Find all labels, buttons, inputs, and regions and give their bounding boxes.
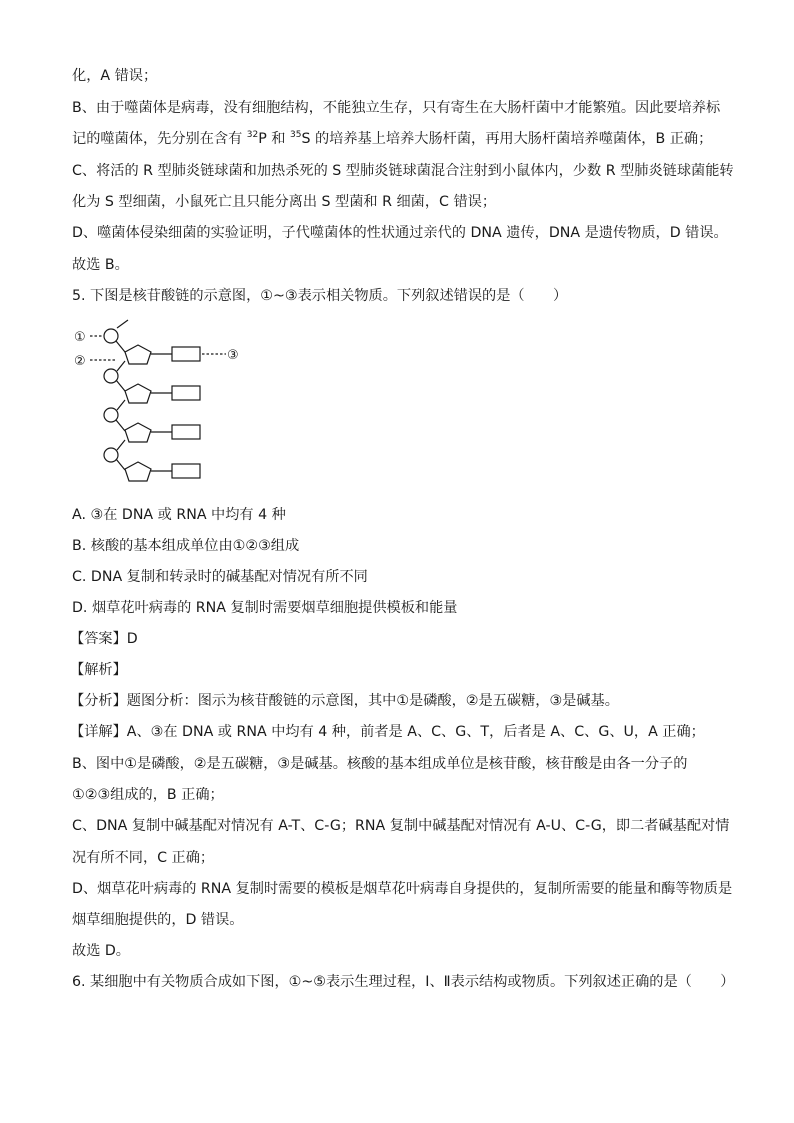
text-segment: 记的噬菌体，先分别在含有: [72, 131, 247, 147]
text-segment: P 和: [258, 131, 290, 147]
analysis-line: 【分析】题图分析：图示为核苷酸链的示意图，其中①是磷酸，②是五碳糖，③是碱基。: [70, 693, 619, 709]
detail-line: D、烟草花叶病毒的 RNA 复制时需要的模板是烟草花叶病毒自身提供的，复制所需要的能量和酶等物质是: [72, 881, 733, 897]
text-line: C、将活的 R 型肺炎链球菌和加热杀死的 S 型肺炎链球菌混合注射到小鼠体内，少数 R 型肺炎链球菌能转: [72, 163, 734, 179]
detail-line: 烟草细胞提供的，D 错误。: [72, 912, 244, 928]
text-line: D、噬菌体侵染细菌的实验证明，子代噬菌体的性状通过亲代的 DNA 遗传，DNA 是遗传物质，D 错误。: [72, 225, 728, 241]
text-line: 故选 B。: [72, 257, 129, 273]
analysis-header: 【解析】: [70, 662, 127, 678]
superscript: 35: [289, 130, 302, 140]
text-segment: S 的培养基上培养大肠杆菌，再用大肠杆菌培养噬菌体，B 正确；: [301, 131, 713, 147]
nucleotide-chain-figure: [68, 316, 268, 496]
question-6-stem: 6. 某细胞中有关物质合成如下图，①~⑤表示生理过程，Ⅰ、Ⅱ表示结构或物质。下列叙述正确的是（ ）: [72, 974, 735, 990]
answer-label: 【答案】D: [70, 631, 138, 647]
detail-line: 故选 D。: [72, 943, 130, 959]
option-a: A. ③在 DNA 或 RNA 中均有 4 种: [72, 507, 286, 523]
question-5-stem: 5. 下图是核苷酸链的示意图，①~③表示相关物质。下列叙述错误的是（ ）: [72, 288, 568, 304]
text-line: 化，A 错误；: [72, 68, 158, 84]
detail-line: ①②③组成的，B 正确；: [72, 787, 224, 803]
figure-label-2: ②: [74, 354, 86, 369]
text-line: 化为 S 型细菌，小鼠死亡且只能分离出 S 型菌和 R 细菌，C 错误；: [72, 194, 497, 210]
figure-label-3: ③: [227, 348, 239, 363]
text-line: [72, 129, 712, 149]
option-b: B. 核酸的基本组成单位由①②③组成: [72, 538, 300, 554]
detail-line: 【详解】A、③在 DNA 或 RNA 中均有 4 种，前者是 A、C、G、T，后者是 A、C、G、U，A 正确；: [70, 724, 705, 740]
text-line: B、由于噬菌体是病毒，没有细胞结构，不能独立生存，只有寄生在大肠杆菌中才能繁殖。因此要培养标: [72, 100, 721, 116]
option-c: C. DNA 复制和转录时的碱基配对情况有所不同: [72, 569, 368, 585]
superscript: 32: [246, 130, 259, 140]
detail-line: 况有所不同，C 正确；: [72, 850, 215, 866]
detail-line: B、图中①是磷酸，②是五碳糖，③是碱基。核酸的基本组成单位是核苷酸，核苷酸是由各一分子的: [72, 756, 688, 772]
detail-line: C、DNA 复制中碱基配对情况有 A-T、C-G；RNA 复制中碱基配对情况有 A-U、C-G，即二者碱基配对情: [72, 818, 730, 834]
option-d: D. 烟草花叶病毒的 RNA 复制时需要烟草细胞提供模板和能量: [72, 600, 458, 616]
figure-label-1: ①: [74, 330, 86, 345]
